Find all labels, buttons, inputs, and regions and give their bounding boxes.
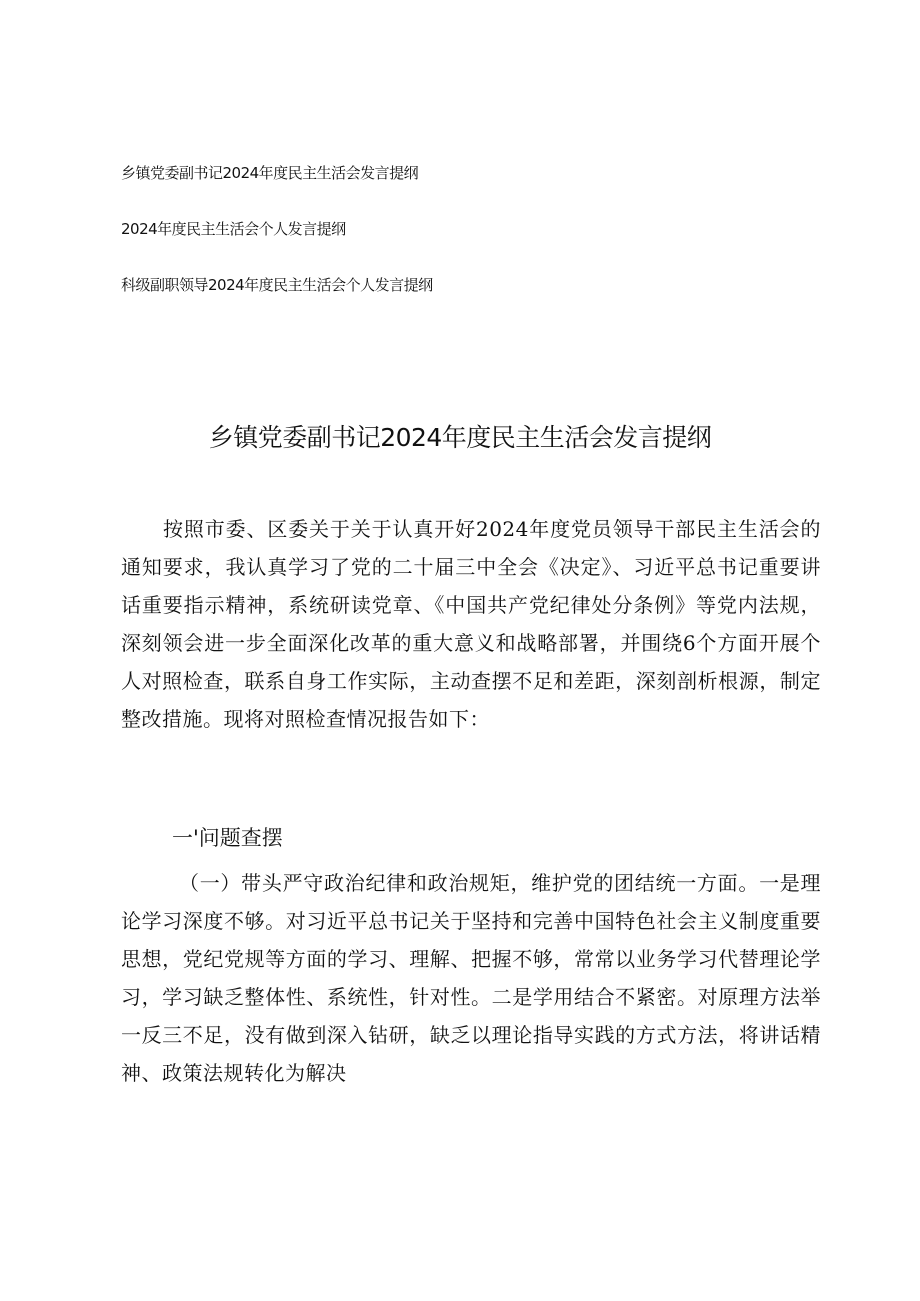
section-paragraph: （一）带头严守政治纪律和政治规矩，维护党的团结统一方面。一是理论学习深度不够。对习近平总书记关于坚持和完善中国特色社会主义制度重要思想，党纪党规等方面的学习、理解、把握不够，常常以业务学习代替理论学习，学习缺乏整体性、系统性，针对性。二是学用结合不紧密。对原理方法举一反三不足，没有做到深入钻研，缺乏以理论指导实践的方式方法，将讲话精神、政策法规转化为解决	[121, 871, 821, 1085]
toc-item: 2024年度民主生活会个人发言提纲	[121, 220, 346, 238]
section-heading: 一'问题查摆	[172, 826, 283, 850]
intro-paragraph: 按照市委、区委关于关于认真开好2024年度党员领导干部民主生活会的通知要求，我认真学习了党的二十届三中全会《决定》、习近平总书记重要讲话重要指示精神，系统研读党章、《中国共产党纪律处分条例》等党内法规，深刻领会进一步全面深化改革的重大意义和战略部署，并围绕6个方面开展个人对照检查，联系自身工作实际，主动查摆不足和差距，深刻剖析根源，制定整改措施。现将对照检查情况报告如下：	[121, 517, 821, 731]
toc-item: 乡镇党委副书记2024年度民主生活会发言提纲	[121, 164, 419, 182]
document-title: 乡镇党委副书记2024年度民主生活会发言提纲	[208, 423, 712, 452]
toc-item: 科级副职领导2024年度民主生活会个人发言提纲	[121, 276, 433, 294]
table-of-contents	[121, 162, 721, 330]
